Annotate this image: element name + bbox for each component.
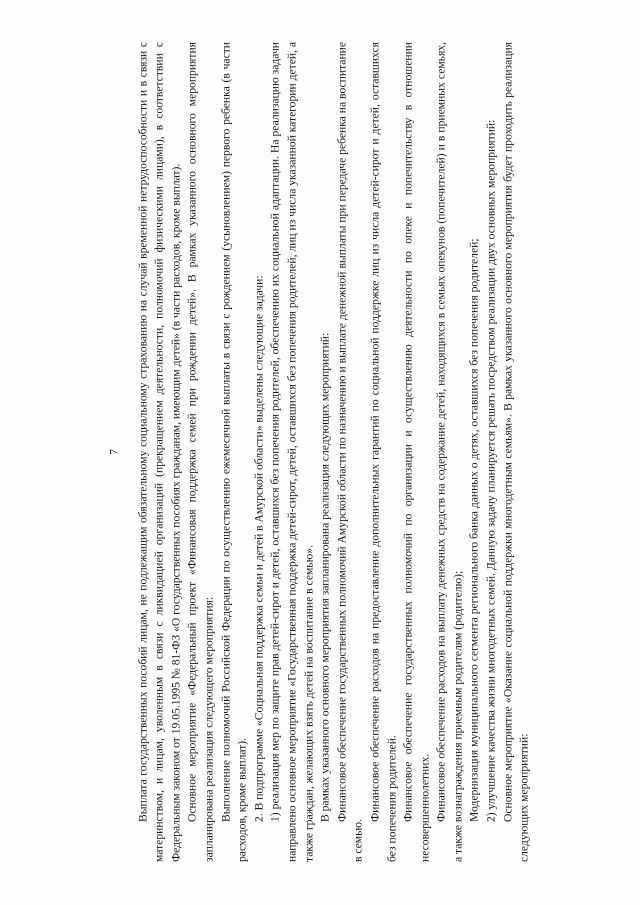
- paragraph: Финансовое обеспечение расходов на предоставление дополнительных гарантий по социальной поддержке лиц из числа детей-сирот и детей, оставшихся без попечения родителей.: [368, 42, 399, 862]
- paragraph: Выполнение полномочий Российской Федерации по осуществлению ежемесячной выплаты в связи с рождением (усыновлением) первого ребенка (в части расходов, кроме выплат).: [219, 42, 249, 862]
- paragraph: Основное мероприятие «Оказание социальной поддержки многодетным семьям». В рамках указанного основного мероприятия будет проходить реализация следующих мероприятий:: [501, 42, 531, 862]
- paragraph: Модернизация муниципального сегмента регионального банка данных о детях, оставшихся без попечения родителей;: [468, 238, 482, 822]
- paragraph: Финансовое обеспечение государственных полномочий по организации и осуществлению деятельности по опеке и попечительству в отношении несовершеннолетних.: [401, 42, 432, 862]
- paragraph: 2) улучшение качества жизни многодетных семей. Данную задачу планируется решать посредством реализации двух основных мероприятий:: [484, 119, 498, 822]
- paragraph: Финансовое обеспечение расходов на выплату денежных средств на содержание детей, находящихся в семьях опекунов (попечителей) и в приемных семьях, а также вознаграждения приемным родителям (родителю);: [434, 42, 465, 862]
- paragraph: 2. В подпрограмме «Социальная поддержка семьи и детей в Амурской области» выделены следующие задачи:: [252, 275, 266, 822]
- rotated-text-block: [107, 42, 534, 862]
- paragraph: Выплата государственных пособий лицам, не подлежащим обязательному социальному страхованию на случай временной нетрудоспособности и в связи с материнством, и лицам, уволенным в связи с ликвидацией организаций (прекращением деятельности, полномочий физическими лицами), в соответствии с Федеральным законом от 19.05.1995 № 81-ФЗ «О государственных пособиях гражданам, имеющим детей» (в части расходов, кроме выплат).: [136, 42, 183, 862]
- paragraph: Основное мероприятие «Федеральный проект «Финансовая поддержка семей при рождении детей». В рамках указанного основного мероприятия запланирована реализация следующего мероприятия:: [185, 42, 216, 862]
- body-text: [135, 42, 533, 862]
- paragraph: В рамках указанного основного мероприятия запланирована реализация следующих мероприятий:: [318, 332, 332, 822]
- paragraph: Финансовое обеспечение государственных полномочий Амурской области по назначению и выплате денежной выплаты при передаче ребенка на воспитание в семью.: [335, 42, 365, 862]
- page-number: 7: [107, 449, 121, 455]
- paragraph: 1) реализация мер по защите прав детей-сирот и детей, оставшихся без попечения родителей, обеспечению их социальной адаптации. На реализацию задачи направлено основное мероприятие «Государственная поддержка детей-сирот, детей, оставшихся без попечения родителей, лиц из числа указанной категории детей, а также граждан, желающих взять детей на воспитание в семью».: [268, 42, 316, 862]
